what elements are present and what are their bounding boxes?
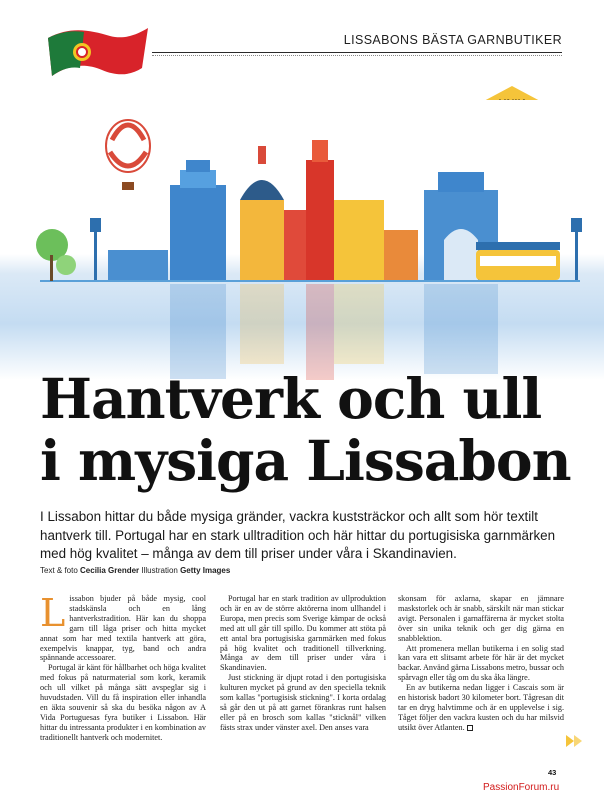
col1-p1-text: issabon bjuder på både mysig, cool stadskänsla och en lång hantverkstradition. Här kan du shoppa garn till låga priser och hitta mycket annat som har med textila hantverk att göra, exempelvis knappar, tyg, band och andra spännande accessoarer. bbox=[40, 594, 206, 663]
section-kicker: LISSABONS BÄSTA GARNBUTIKER bbox=[343, 33, 562, 47]
byline-illustrator: Getty Images bbox=[180, 566, 231, 575]
lisbon-skyline-illustration bbox=[0, 100, 604, 380]
headline-line1: Hantverk och ull bbox=[40, 366, 542, 431]
next-arrow-icon bbox=[566, 735, 584, 747]
dropcap: L bbox=[40, 591, 66, 635]
byline-mid: Illustration bbox=[139, 566, 181, 575]
header-rule-dotted bbox=[152, 55, 562, 56]
col3-paragraph-3 bbox=[398, 683, 564, 733]
headline bbox=[40, 368, 580, 492]
watermark: PassionForum.ru bbox=[483, 782, 560, 793]
col3-paragraph-2: Att promenera mellan butikerna i en solig stad kan vara ett slitsamt arbete för här är det mycket backar. Använd gärna Lissabons metro, bussar och spårvagn eller tåg om du ska åka längre. bbox=[398, 643, 564, 683]
col3-p3-text: En av butikerna nedan ligger i Cascais som är en historisk badort 30 kilometer bort. Tågresan dit tar en dryg halvtimme och är en upplevelse i sig. Tåget följer den vackra kusten och du har milsvid utsikt över Atlanten. bbox=[398, 683, 564, 732]
end-mark-icon bbox=[467, 725, 473, 731]
col2-paragraph-1: Portugal har en stark tradition av ullproduktion och är en av de större aktörerna inom ullhandel i Europa, men precis som Sverige kämpar de också med att ull går till spillo. Du kommer att stöta på ett antal bra portugisiska garnmärken med fokus på hög kvalitet och traditionell tillverkning. Många av dem till priser under våra i Skandinavien. bbox=[220, 594, 386, 673]
col2-paragraph-2: Just stickning är djupt rotad i den portugisiska kulturen mycket på grund av den speciella teknik som kallas "portugisisk stickning". I korta ordalag så går den ut på att garnet förankras runt halsen eller på en brosch som kallas "sticknål" vilken fästs strax under vänster axel. Den anses vara bbox=[220, 673, 386, 732]
page-number: 43 bbox=[548, 768, 557, 777]
body-column-1 bbox=[40, 591, 206, 743]
byline bbox=[40, 566, 230, 575]
byline-author: Cecilia Grender bbox=[80, 566, 140, 575]
body-column-2 bbox=[220, 594, 386, 733]
col1-paragraph-2: Portugal är känt för hållbarhet och höga kvalitet med fokus på naturmaterial som kork, keramik och ull vilket på många sätt avspeglar sig i huvudstaden. Vill du få inspiration eller inhandla en äkta souvenir så ska du besöka någon av A Vida Portuguesas fyra butiker i Lissabon. Här hittar du intressanta produkter i en kombination av traditionellt hantverk och modernitet. bbox=[40, 663, 206, 742]
headline-line2: i mysiga Lissabon bbox=[40, 428, 571, 493]
body-column-3 bbox=[398, 594, 564, 733]
col1-paragraph-1 bbox=[40, 591, 206, 663]
portugal-flag-icon bbox=[40, 20, 150, 84]
col3-paragraph-1: skonsam för axlarna, skapar en jämnare maskstorlek och är snabb, särskilt när man stickar avigt. Personalen i garnaffärerna är mycket stolta över sin unika teknik och ger dig gärna en snabblektion. bbox=[398, 594, 564, 643]
byline-prefix: Text & foto bbox=[40, 566, 81, 575]
lede: I Lissabon hittar du både mysiga gränder, vackra kuststräckor och allt som hör textilt hantverk till. Portugal har en stark ulltradition och här hittar du portugisiska garnmärken med hög kvalitet – många av dem till priser under våra i Skandinavien. bbox=[40, 509, 556, 561]
header-rule bbox=[152, 52, 562, 53]
